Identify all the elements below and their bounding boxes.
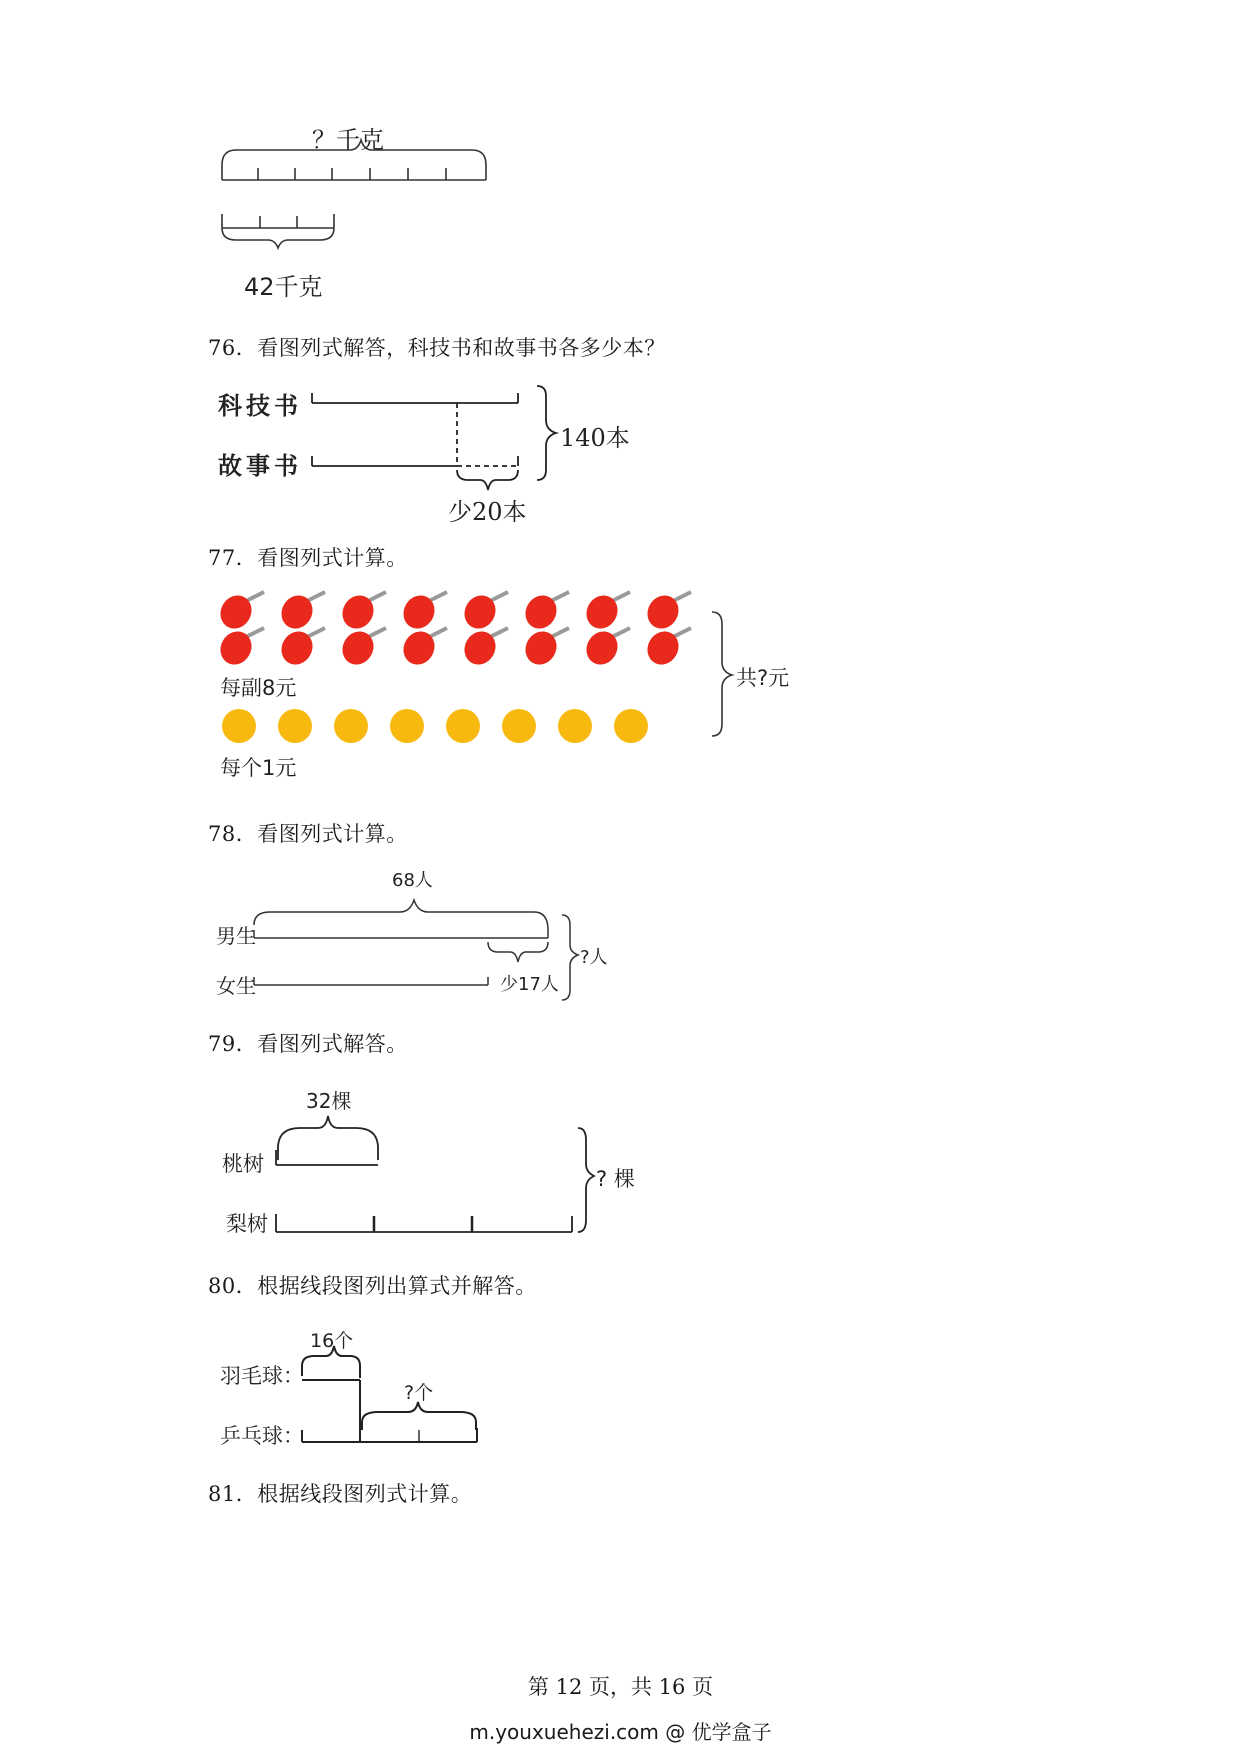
q77-total-label: 共?元 xyxy=(736,666,790,690)
q79-total-label: ? 棵 xyxy=(596,1167,635,1191)
q79-row2-label: 梨树 xyxy=(226,1212,268,1236)
fig75-top-label: ？千克 xyxy=(312,126,384,154)
question-81: 81．根据线段图列式计算。 xyxy=(208,1482,473,1506)
q78-row1-label: 男生 xyxy=(216,924,256,948)
question-77: 77．看图列式计算。 xyxy=(208,546,408,570)
q77-paddle-price: 每副8元 xyxy=(220,676,297,700)
q78-total-label: ?人 xyxy=(580,947,608,968)
q76-row1-label: 科技书 xyxy=(218,391,302,420)
q80-row1-label: 羽毛球： xyxy=(220,1364,304,1388)
question-79: 79．看图列式解答。 xyxy=(208,1032,408,1056)
q79-row1-label: 桃树 xyxy=(222,1152,264,1176)
fig75-bottom-label: 42千克 xyxy=(244,273,323,301)
page-number: 第 12 页，共 16 页 xyxy=(527,1675,714,1699)
site-watermark: m.youxuehezi.com @ 优学盒子 xyxy=(469,1720,772,1744)
question-76: 76．看图列式解答，科技书和故事书各多少本？ xyxy=(208,336,666,360)
question-78: 78．看图列式计算。 xyxy=(208,822,408,846)
q78-top-label: 68人 xyxy=(392,870,433,891)
q80-top-label: 16个 xyxy=(310,1330,354,1352)
q76-diff-label: 少20本 xyxy=(448,498,527,526)
q79-top-label: 32棵 xyxy=(306,1089,352,1113)
q80-row2-label: 乒乓球： xyxy=(220,1424,304,1448)
q78-diff-label: 少17人 xyxy=(500,974,559,995)
q78-row2-label: 女生 xyxy=(216,974,256,998)
q76-row2-label: 故事书 xyxy=(218,451,302,480)
question-80: 80．根据线段图列出算式并解答。 xyxy=(208,1274,537,1298)
q77-ball-price: 每个1元 xyxy=(220,756,297,780)
q76-total-label: 140本 xyxy=(560,424,630,452)
q80-mid-label: ?个 xyxy=(404,1382,434,1404)
